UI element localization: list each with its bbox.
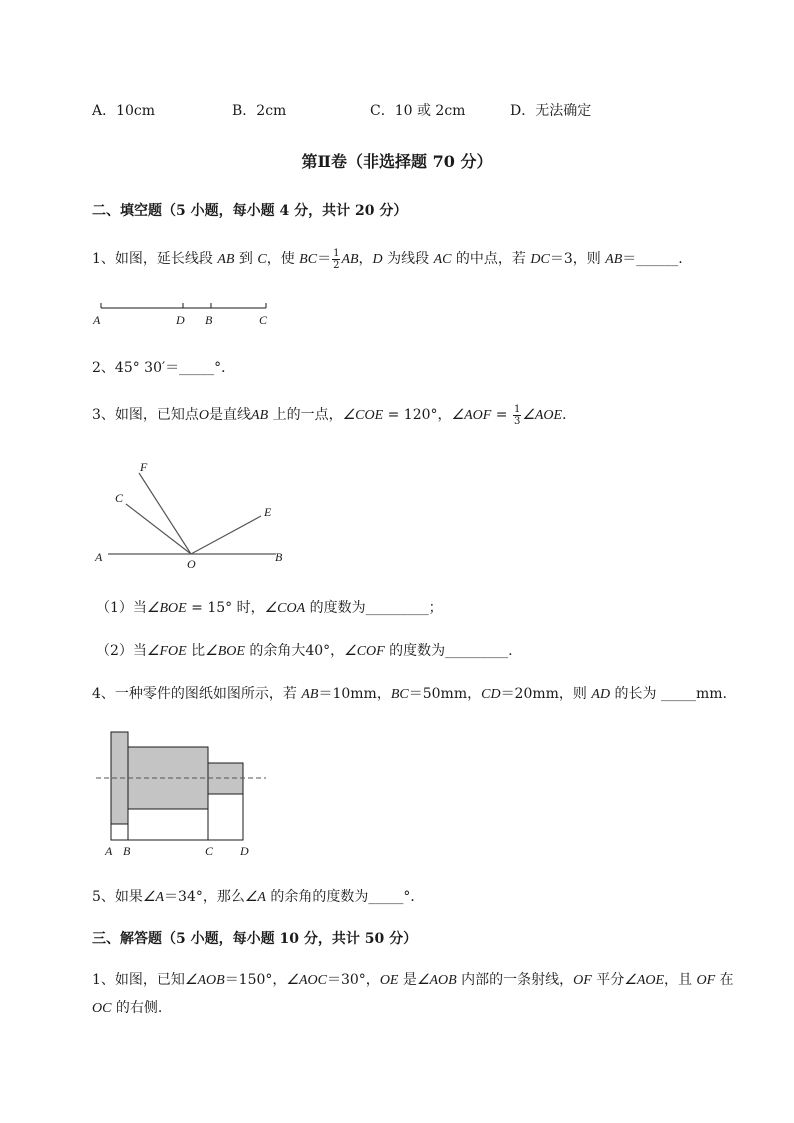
question-3-part-2: （2）当∠FOE 比∠BOE 的余角大40°，∠COF 的度数为_________. (96, 643, 513, 659)
part-drawing-figure (88, 725, 278, 860)
question-5: 5、如果∠A＝34°，那么∠A 的余角的度数为_____°． (92, 889, 425, 905)
question-3-part-1: （1）当∠BOE = 15° 时，∠COA 的度数为_________； (96, 600, 443, 616)
label-d: D (240, 844, 249, 858)
part-segment-cd-lower (208, 794, 243, 840)
ray-oc (126, 504, 191, 554)
label-c: C (259, 313, 268, 327)
fraction-half: $\frac{1}{2}$ (333, 247, 340, 271)
section2-heading: 二、填空题（5 小题，每小题 4 分，共计 20 分） (92, 203, 408, 219)
label-b: B (123, 844, 131, 858)
segment-figure (88, 298, 288, 332)
ray-of (139, 473, 191, 554)
label-e: E (264, 505, 272, 519)
label-a: A (93, 313, 101, 327)
label-a: A (105, 844, 113, 858)
label-a: A (95, 550, 103, 564)
label-b: B (205, 313, 213, 327)
option-d: D．无法确定 (510, 103, 592, 119)
label-b: B (275, 550, 283, 564)
question-4: 4、一种零件的图纸如图所示，若 AB＝10mm，BC＝50mm，CD＝20mm，则 AD 的长为 _____mm. (92, 686, 727, 702)
fraction-third: $\frac{1}{3}$ (513, 403, 521, 427)
part2-title: 第Ⅱ卷（非选择题 70 分） (301, 152, 493, 171)
option-a: A．10cm (92, 103, 156, 119)
question-6-line-2: OC 的右侧. (92, 1000, 163, 1016)
angle-figure (88, 455, 298, 575)
question-6-line-1: 1、如图，已知∠AOB＝150°，∠AOC＝30°，OE 是∠AOB 内部的一条射线，OF 平分∠AOE，且 OF 在 (92, 972, 734, 988)
option-c: C．10 或 2cm (370, 103, 466, 119)
part-segment-ab-lower (111, 824, 128, 840)
part-segment-bc-lower (128, 809, 208, 840)
label-f: F (140, 460, 148, 474)
label-c: C (115, 491, 124, 505)
label-d: D (176, 313, 185, 327)
ray-oe (191, 516, 261, 554)
section3-heading: 三、解答题（5 小题，每小题 10 分，共计 50 分） (92, 931, 418, 947)
label-c: C (205, 844, 214, 858)
question-1: 1、如图，延长线段 AB 到 C，使 BC＝ $\frac{1}{2}$ AB，D 为线段 AC 的中点，若 DC＝3，则 AB＝______. (92, 247, 683, 271)
question-2: 2、45° 30′＝_____°． (92, 360, 236, 376)
option-b: B．2cm (232, 103, 287, 119)
label-o: O (187, 557, 196, 571)
question-3: 3、如图，已知点O是直线AB 上的一点，∠COE = 120°，∠AOF = $\frac{1}{3}$ ∠AOE． (92, 403, 577, 427)
